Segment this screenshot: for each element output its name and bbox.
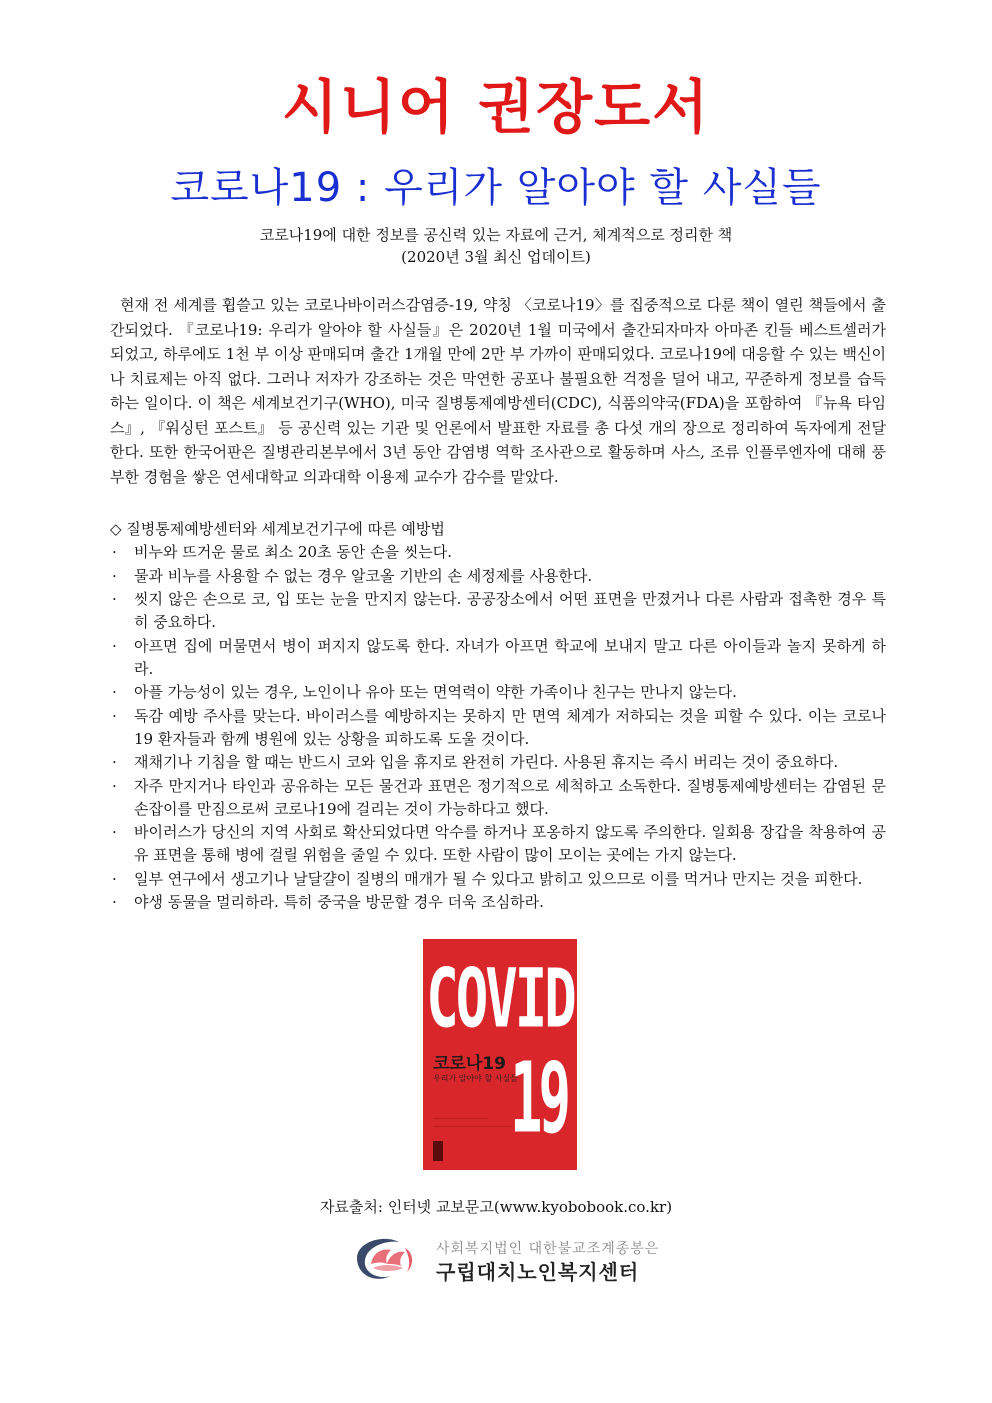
prevention-list (110, 541, 886, 915)
list-item: · 비누와 뜨거운 물로 최소 20초 동안 손을 씻는다. (110, 541, 886, 564)
organization-name: 구립대치노인복지센터 (436, 1260, 640, 1284)
bullet-marker: · (112, 590, 117, 608)
cover-author-line: ——————————— (433, 1116, 488, 1122)
bullet-marker: · (112, 566, 117, 585)
cover-korean-subtitle: 우리가 알아야 할 사실들 (433, 1074, 518, 1083)
list-item: · 야생 동물을 멀리하라. 특히 중국을 방문할 경우 더욱 조심하라. (110, 891, 886, 914)
cover-number: 19 (509, 1041, 567, 1155)
bullet-marker: · (112, 706, 117, 725)
list-item: · 물과 비누를 사용할 수 없는 경우 알코올 기반의 손 세정제를 사용한다. (110, 565, 886, 588)
cover-word: COVID (426, 951, 574, 1046)
list-item: · 바이러스가 당신의 지역 사회로 확산되었다면 악수를 하거나 포옹하지 않도록 주의한다. 일회용 장갑을 착용하여 공유 표면을 통해 병에 걸릴 위험을 줄일 수 있다. 또한 사람이 많이 모이는 곳에는 가지 않는다. (112, 823, 886, 864)
page-title: 시니어 권장도서 (281, 73, 711, 141)
list-item: · 씻지 않은 손으로 코, 입 또는 눈을 만지지 않는다. 공공장소에서 어떤 표면을 만졌거나 다른 사람과 접촉한 경우 특히 중요하다. (112, 590, 886, 631)
source-credit: 자료출처: 인터넷 교보문고(www.kyobobook.co.kr) (319, 1198, 673, 1216)
list-item: · 재채기나 기침을 할 때는 반드시 코와 입을 휴지로 완전히 가린다. 사용된 휴지는 즉시 버리는 것이 중요하다. (110, 751, 886, 774)
organization-parent: 사회복지법인 대한불교조계종봉은 (436, 1241, 660, 1257)
bullet-marker: · (112, 776, 117, 795)
lotus-logo-icon (343, 1228, 423, 1288)
book-description: 코로나19에 대한 정보를 공신력 있는 자료에 근거, 체계적으로 정리한 책 (259, 226, 733, 244)
update-note: (2020년 3월 최신 업데이트) (401, 248, 591, 266)
list-item: · 아플 가능성이 있는 경우, 노인이나 유아 또는 면역력이 약한 가족이나 친구는 만나지 않는다. (110, 681, 886, 704)
bullet-marker: · (112, 753, 117, 771)
book-cover-image (423, 939, 577, 1170)
list-item: · 독감 예방 주사를 맞는다. 바이러스를 예방하지는 못하지 만 면역 체계가 저하되는 것을 피할 수 있다. 이는 코로나19 환자들과 함께 병원에 있는 상황을 피하도록 도울 것이다. (112, 706, 886, 748)
book-title: 코로나19 : 우리가 알아야 할 사실들 (170, 165, 822, 211)
prevention-heading: ◇ 질병통제예방센터와 세계보건기구에 따른 예방법 (110, 520, 445, 538)
bullet-marker: · (112, 823, 117, 841)
intro-paragraph: 현재 전 세계를 휩쓸고 있는 코로나바이러스감염증-19, 약칭 〈코로나19〉를 집중적으로 다룬 책이 열린 책들에서 출간되었다. 『코로나19: 우리가 알아야 할 사실들』은 2020년 1월 미국에서 출간되자마자 아마존 킨들 베스트셀러가 되었고, 하루에도 1천 부 이상 판매되며 출간 1개월 만에 2만 부 가까이 판매되었다. 코로나19에 대응할 수 있는 백신이나 치료제는 아직 없다. 그러나 저자가 강조하는 것은 막연한 공포나 불필요한 걱정을 덜어 내고, 꾸준하게 정보를 습득하는 일이다. 이 책은 세계보건기구(WHO), 미국 질병통제예방센터(CDC), 식품의약국(FDA)을 포함하여 『뉴욕 타임스』, 『워싱턴 포스트』 등 공신력 있는 기관 및 언론에서 발표한 자료를 총 다섯 개의 장으로 정리하여 독자에게 전달한다. 또한 한국어판은 질병관리본부에서 3년 동안 감염병 역학 조사관으로 활동하며 사스, 조류 인플루엔자에 대해 풍부한 경험을 쌓은 연세대학교 의과대학 이용제 교수가 감수를 맡았다. (110, 296, 886, 486)
list-item: · 자주 만지거나 타인과 공유하는 모든 물건과 표면은 정기적으로 세척하고 소독한다. 질병통제예방센터는 감염된 문손잡이를 만짐으로써 코로나19에 걸리는 것이 가능하다고 했다. (112, 776, 886, 818)
list-item: · 일부 연구에서 생고기나 날달걀이 질병의 매개가 될 수 있다고 밝히고 있으므로 이를 먹거나 만지는 것을 피한다. (110, 868, 886, 891)
bullet-marker: · (112, 636, 117, 655)
bullet-marker: · (112, 543, 117, 561)
cover-translator-line: ———————————————— (433, 1124, 513, 1130)
bullet-marker: · (112, 683, 117, 701)
publisher-logo (433, 1141, 443, 1161)
bullet-marker: · (112, 869, 117, 888)
list-item: · 아프면 집에 머물면서 병이 퍼지지 않도록 한다. 자녀가 아프면 학교에 보내지 말고 다른 아이들과 놀지 못하게 하라. (112, 636, 886, 678)
bullet-marker: · (112, 893, 117, 911)
cover-korean-title: 코로나19 (433, 1054, 506, 1074)
